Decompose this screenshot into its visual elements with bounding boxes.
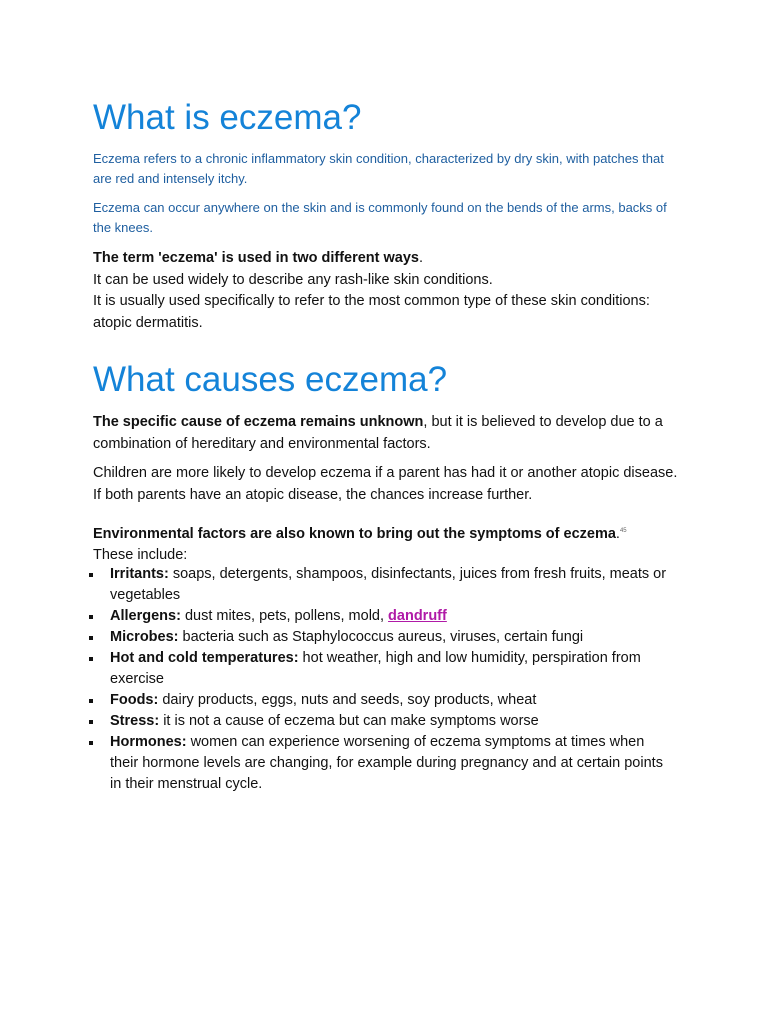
square-bullet-icon — [89, 636, 93, 640]
heading-what-is-eczema: What is eczema? — [93, 98, 362, 137]
factor-text: women can experience worsening of eczema symptoms at times when their hormone levels are changing, for example during pregnancy and at certain points in their menstrual cycle. — [110, 734, 663, 792]
environmental-period: . — [615, 525, 620, 542]
heading-what-causes-eczema: What causes eczema? — [93, 360, 448, 399]
term-usage-line-2: It can be used widely to describe any rash-like skin conditions. — [93, 271, 493, 288]
footnote-reference[interactable]: 45 — [619, 528, 627, 534]
environmental-bold: Environmental factors are also known to bring out the symptoms of eczema — [93, 525, 616, 542]
factor-label: Allergens: — [110, 608, 181, 624]
factor-text: bacteria such as Staphylococcus aureus, viruses, certain fungi — [178, 629, 584, 645]
factor-label: Microbes: — [110, 629, 179, 645]
factor-label: Foods: — [110, 692, 159, 708]
cause-paragraph — [93, 412, 683, 455]
factor-label: Hot and cold temperatures: — [110, 650, 299, 666]
factor-text: dust mites, pets, pollens, mold, — [180, 608, 389, 624]
square-bullet-icon — [89, 699, 93, 703]
term-usage-period: . — [419, 250, 424, 266]
environmental-line-2: These include: — [93, 547, 188, 564]
children-paragraph: Children are more likely to develop eczema if a parent has had it or another atopic disease. If both parents have an atopic disease, the chances increase further. — [93, 465, 678, 503]
factor-text: dairy products, eggs, nuts and seeds, soy products, wheat — [158, 692, 537, 708]
factor-label: Irritants: — [110, 566, 169, 582]
factor-text: soaps, detergents, shampoos, disinfectants, juices from fresh fruits, meats or vegetables — [110, 566, 667, 603]
intro-paragraph-definition: Eczema refers to a chronic inflammatory skin condition, characterized by dry skin, with patches that are red and intensely itchy. — [93, 151, 664, 186]
intro-paragraph-location: Eczema can occur anywhere on the skin and is commonly found on the bends of the arms, backs of the knees. — [93, 200, 667, 235]
dandruff-link[interactable]: dandruff — [388, 608, 447, 624]
list-item — [89, 690, 669, 711]
list-item — [89, 648, 669, 690]
factor-text: it is not a cause of eczema but can make symptoms worse — [159, 713, 539, 729]
square-bullet-icon — [89, 573, 93, 577]
list-item — [89, 606, 669, 627]
environmental-paragraph — [93, 521, 683, 567]
cause-bold: The specific cause of eczema remains unknown — [93, 414, 424, 430]
square-bullet-icon — [89, 720, 93, 724]
factor-label: Stress: — [110, 713, 160, 729]
factor-label: Hormones: — [110, 734, 187, 750]
square-bullet-icon — [89, 657, 93, 661]
term-usage-bold: The term 'eczema' is used in two different ways — [93, 250, 419, 266]
term-usage-paragraph — [93, 248, 683, 334]
list-item — [89, 564, 669, 606]
factor-text: hot weather, high and low humidity, perspiration from exercise — [110, 650, 641, 687]
list-item — [89, 732, 669, 795]
square-bullet-icon — [89, 741, 93, 745]
list-item — [89, 627, 669, 648]
factors-list — [89, 564, 669, 795]
list-item — [89, 711, 669, 732]
cause-rest: , but it is believed to develop due to a combination of hereditary and environmental factors. — [93, 414, 663, 452]
square-bullet-icon — [89, 615, 93, 619]
term-usage-line-3: It is usually used specifically to refer to the most common type of these skin conditions: atopic dermatitis. — [93, 293, 650, 331]
